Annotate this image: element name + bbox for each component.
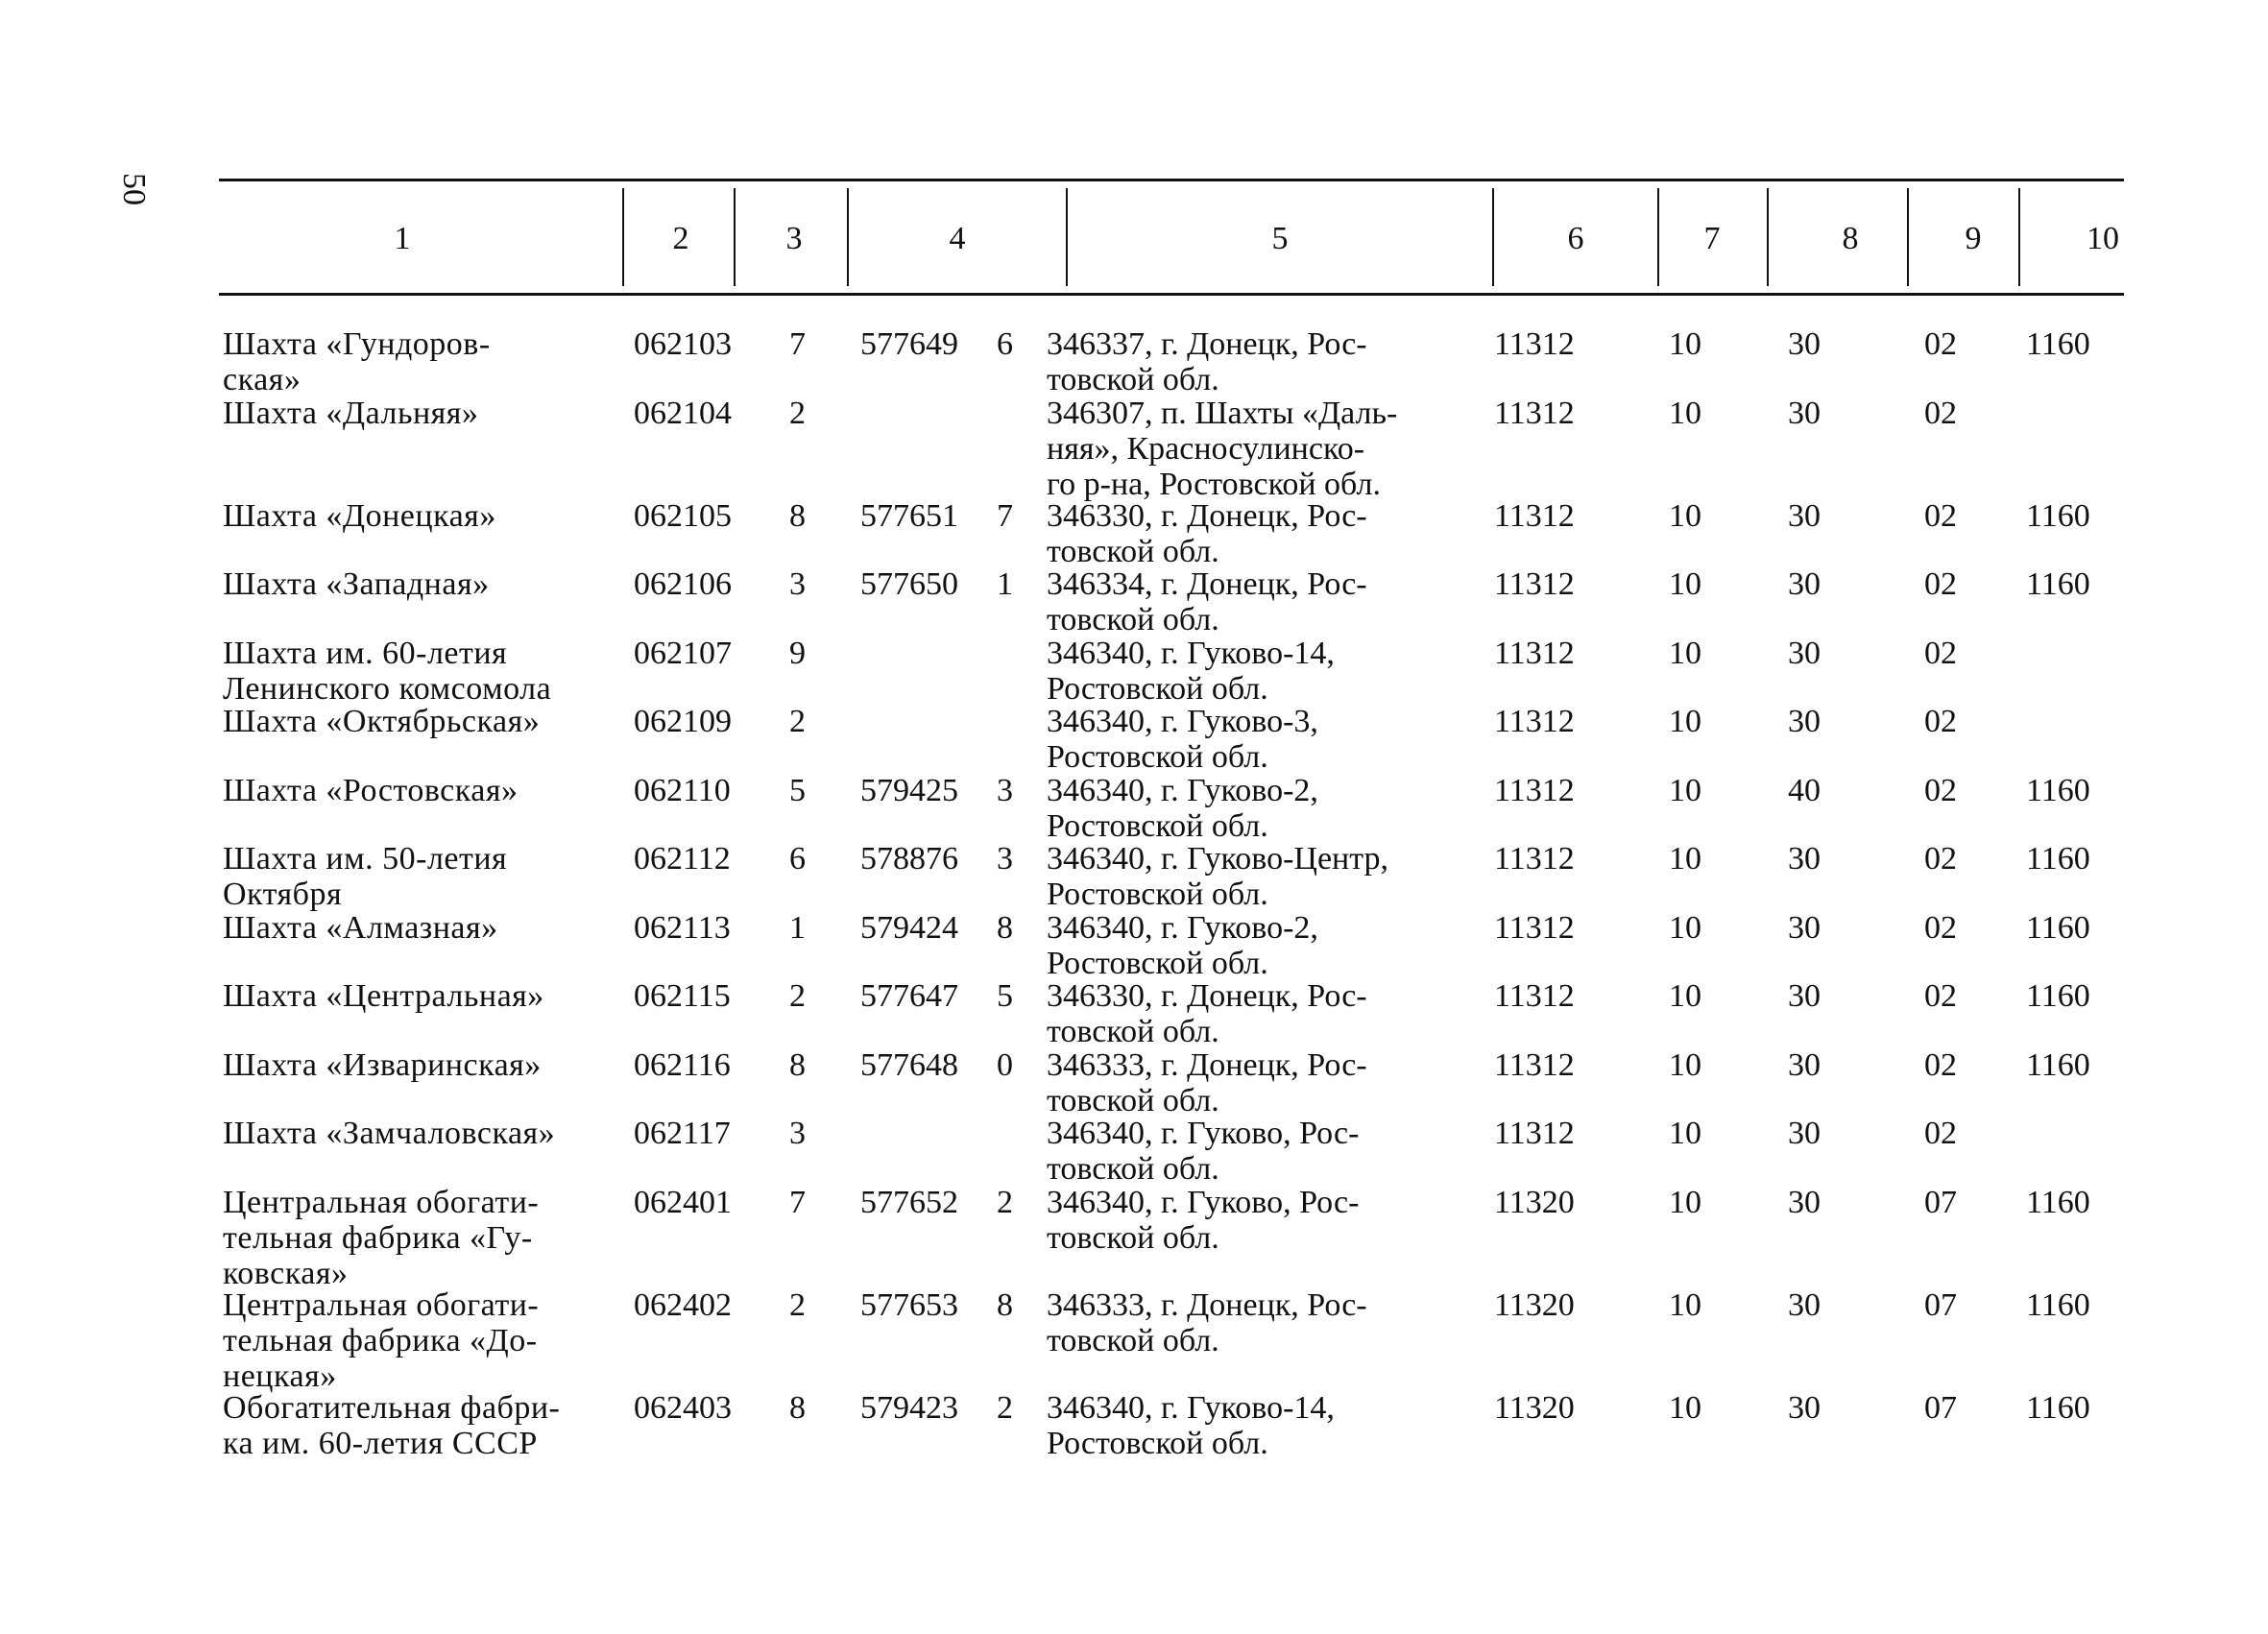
address-line: 346340, г. Гуково-14, bbox=[1047, 635, 1335, 671]
table-row bbox=[0, 1390, 2268, 1461]
col-10-value: 1160 bbox=[2026, 909, 2090, 946]
header-divider bbox=[1657, 188, 1659, 286]
col-8-value: 30 bbox=[1788, 497, 1821, 534]
enterprise-name-line: Шахта «Донецкая» bbox=[223, 497, 496, 534]
address-line: Ростовской обл. bbox=[1047, 670, 1268, 707]
okpo-code: 579423 bbox=[860, 1390, 958, 1427]
col-9-value: 02 bbox=[1924, 566, 1957, 603]
enterprise-name-line: Ленинского комсомола bbox=[223, 670, 552, 707]
col-9-value: 02 bbox=[1924, 326, 1957, 362]
enterprise-code: 062403 bbox=[634, 1390, 732, 1427]
check-digit: 8 bbox=[789, 1046, 806, 1083]
col-7-value: 10 bbox=[1669, 978, 1701, 1015]
check-digit: 5 bbox=[789, 772, 806, 808]
enterprise-code: 062109 bbox=[634, 704, 732, 740]
col-9-value: 02 bbox=[1924, 497, 1957, 534]
enterprise-code: 062110 bbox=[634, 772, 731, 808]
enterprise-name bbox=[223, 1390, 616, 1461]
col-7-value: 10 bbox=[1669, 909, 1701, 946]
enterprise-name-line: Центральная обогати- bbox=[223, 1287, 540, 1324]
header-col-1: 1 bbox=[394, 221, 411, 256]
col-6-value: 11312 bbox=[1494, 1046, 1575, 1083]
enterprise-code: 062106 bbox=[634, 566, 732, 603]
okpo-code: 577652 bbox=[860, 1184, 958, 1220]
col-8-value: 30 bbox=[1788, 909, 1821, 946]
col-7-value: 10 bbox=[1669, 395, 1701, 431]
address bbox=[1047, 704, 1479, 775]
enterprise-name-line: тельная фабрика «Гу- bbox=[223, 1219, 533, 1256]
address-line: 346340, г. Гуково-3, bbox=[1047, 704, 1318, 740]
enterprise-code: 062117 bbox=[634, 1116, 731, 1152]
enterprise-code: 062104 bbox=[634, 395, 732, 431]
enterprise-name-line: Шахта «Гундоров- bbox=[223, 326, 491, 362]
enterprise-name-line: Шахта «Западная» bbox=[223, 566, 490, 603]
check-digit: 2 bbox=[789, 704, 806, 740]
address-line: Ростовской обл. bbox=[1047, 877, 1268, 913]
table-row bbox=[0, 1047, 2268, 1118]
col-10-value: 1160 bbox=[2026, 497, 2090, 534]
col-10-value: 1160 bbox=[2026, 978, 2090, 1015]
address-line: товской обл. bbox=[1047, 1082, 1219, 1118]
enterprise-name-line: ковская» bbox=[223, 1255, 349, 1291]
address bbox=[1047, 566, 1479, 637]
enterprise-name bbox=[223, 1185, 616, 1291]
table-row bbox=[0, 396, 2268, 502]
okpo-check-digit: 3 bbox=[997, 841, 1013, 877]
header-col-9: 9 bbox=[1965, 221, 1982, 256]
enterprise-name bbox=[223, 910, 616, 946]
enterprise-code: 062105 bbox=[634, 497, 732, 534]
enterprise-name-line: Шахта «Центральная» bbox=[223, 978, 544, 1015]
col-10-value: 1160 bbox=[2026, 772, 2090, 808]
address bbox=[1047, 1287, 1479, 1358]
enterprise-name bbox=[223, 773, 616, 808]
col-8-value: 30 bbox=[1788, 1116, 1821, 1152]
check-digit: 1 bbox=[789, 909, 806, 946]
table-row bbox=[0, 1185, 2268, 1291]
header-col-2: 2 bbox=[672, 221, 689, 256]
address-line: 346340, г. Гуково-2, bbox=[1047, 909, 1318, 946]
check-digit: 2 bbox=[789, 1287, 806, 1324]
address-line: товской обл. bbox=[1047, 1219, 1219, 1256]
table-top-rule bbox=[219, 179, 2124, 181]
col-7-value: 10 bbox=[1669, 1046, 1701, 1083]
table-row bbox=[0, 841, 2268, 912]
col-8-value: 30 bbox=[1788, 704, 1821, 740]
enterprise-name bbox=[223, 841, 616, 912]
col-9-value: 02 bbox=[1924, 772, 1957, 808]
col-6-value: 11312 bbox=[1494, 497, 1575, 534]
col-8-value: 30 bbox=[1788, 566, 1821, 603]
header-divider bbox=[1907, 188, 1909, 286]
header-divider bbox=[622, 188, 624, 286]
enterprise-name-line: Шахта им. 60-летия bbox=[223, 635, 508, 671]
col-9-value: 02 bbox=[1924, 909, 1957, 946]
header-col-5: 5 bbox=[1271, 221, 1289, 256]
header-col-10: 10 bbox=[2087, 221, 2119, 256]
check-digit: 3 bbox=[789, 1116, 806, 1152]
address-line: 346333, г. Донецк, Рос- bbox=[1047, 1046, 1367, 1083]
table-row bbox=[0, 978, 2268, 1049]
col-10-value: 1160 bbox=[2026, 566, 2090, 603]
enterprise-name-line: Шахта «Алмазная» bbox=[223, 909, 498, 946]
col-7-value: 10 bbox=[1669, 704, 1701, 740]
okpo-code: 577653 bbox=[860, 1287, 958, 1324]
address-line: 346337, г. Донецк, Рос- bbox=[1047, 326, 1367, 362]
col-10-value: 1160 bbox=[2026, 1184, 2090, 1220]
check-digit: 8 bbox=[789, 497, 806, 534]
table-row bbox=[0, 1287, 2268, 1394]
col-7-value: 10 bbox=[1669, 1184, 1701, 1220]
col-6-value: 11320 bbox=[1494, 1390, 1575, 1427]
enterprise-name-line: Октября bbox=[223, 877, 343, 913]
col-8-value: 30 bbox=[1788, 1390, 1821, 1427]
address-line: Ростовской обл. bbox=[1047, 1426, 1268, 1462]
enterprise-code: 062115 bbox=[634, 978, 731, 1015]
address-line: 346340, г. Гуково-2, bbox=[1047, 772, 1318, 808]
enterprise-name bbox=[223, 1287, 616, 1394]
enterprise-name bbox=[223, 978, 616, 1014]
table-header-bottom-rule bbox=[219, 293, 2124, 296]
col-7-value: 10 bbox=[1669, 1390, 1701, 1427]
address bbox=[1047, 636, 1479, 707]
col-9-value: 07 bbox=[1924, 1390, 1957, 1427]
enterprise-name bbox=[223, 396, 616, 431]
address bbox=[1047, 326, 1479, 397]
address bbox=[1047, 978, 1479, 1049]
header-divider bbox=[1767, 188, 1769, 286]
address bbox=[1047, 841, 1479, 912]
header-divider bbox=[847, 188, 849, 286]
okpo-check-digit: 2 bbox=[997, 1390, 1013, 1427]
col-9-value: 07 bbox=[1924, 1184, 1957, 1220]
enterprise-name-line: Шахта «Изваринская» bbox=[223, 1046, 542, 1083]
okpo-check-digit: 8 bbox=[997, 1287, 1013, 1324]
enterprise-code: 062107 bbox=[634, 635, 732, 671]
address-line: 346340, г. Гуково, Рос- bbox=[1047, 1116, 1360, 1152]
col-8-value: 30 bbox=[1788, 1287, 1821, 1324]
col-8-value: 30 bbox=[1788, 635, 1821, 671]
table-row bbox=[0, 498, 2268, 569]
col-8-value: 30 bbox=[1788, 1184, 1821, 1220]
address-line: товской обл. bbox=[1047, 1014, 1219, 1050]
col-7-value: 10 bbox=[1669, 635, 1701, 671]
okpo-check-digit: 3 bbox=[997, 772, 1013, 808]
address-line: го р-на, Ростовской обл. bbox=[1047, 466, 1381, 502]
enterprise-code: 062103 bbox=[634, 326, 732, 362]
enterprise-name-line: тельная фабрика «До- bbox=[223, 1323, 538, 1359]
page-number: 50 bbox=[116, 173, 152, 205]
address-line: 346307, п. Шахты «Даль- bbox=[1047, 395, 1398, 431]
col-6-value: 11312 bbox=[1494, 326, 1575, 362]
table-row bbox=[0, 1116, 2268, 1187]
address-line: Ростовской обл. bbox=[1047, 945, 1268, 981]
address-line: 346334, г. Донецк, Рос- bbox=[1047, 566, 1367, 603]
table-row bbox=[0, 566, 2268, 637]
col-6-value: 11312 bbox=[1494, 566, 1575, 603]
enterprise-name-line: Центральная обогати- bbox=[223, 1184, 540, 1220]
col-9-value: 02 bbox=[1924, 1046, 1957, 1083]
address-line: товской обл. bbox=[1047, 1151, 1219, 1188]
col-10-value: 1160 bbox=[2026, 1046, 2090, 1083]
col-8-value: 30 bbox=[1788, 326, 1821, 362]
enterprise-name-line: ская» bbox=[223, 362, 302, 397]
header-col-8: 8 bbox=[1842, 221, 1859, 256]
okpo-code: 577649 bbox=[860, 326, 958, 362]
col-8-value: 30 bbox=[1788, 978, 1821, 1015]
col-9-value: 02 bbox=[1924, 1116, 1957, 1152]
col-10-value: 1160 bbox=[2026, 326, 2090, 362]
address bbox=[1047, 773, 1479, 844]
okpo-code: 577648 bbox=[860, 1046, 958, 1083]
col-6-value: 11312 bbox=[1494, 1116, 1575, 1152]
col-6-value: 11312 bbox=[1494, 909, 1575, 946]
enterprise-name-line: Обогатительная фабри- bbox=[223, 1390, 561, 1427]
address bbox=[1047, 1116, 1479, 1187]
address bbox=[1047, 396, 1479, 502]
enterprise-name bbox=[223, 326, 616, 397]
col-8-value: 30 bbox=[1788, 395, 1821, 431]
table-row bbox=[0, 773, 2268, 844]
check-digit: 6 bbox=[789, 841, 806, 877]
check-digit: 8 bbox=[789, 1390, 806, 1427]
header-divider bbox=[734, 188, 736, 286]
okpo-check-digit: 5 bbox=[997, 978, 1013, 1015]
header-divider bbox=[1066, 188, 1068, 286]
address bbox=[1047, 1185, 1479, 1256]
address-line: товской обл. bbox=[1047, 602, 1219, 638]
address bbox=[1047, 1047, 1479, 1118]
col-10-value: 1160 bbox=[2026, 841, 2090, 877]
col-10-value: 1160 bbox=[2026, 1390, 2090, 1427]
enterprise-name-line: ка им. 60-летия СССР bbox=[223, 1426, 538, 1462]
check-digit: 9 bbox=[789, 635, 806, 671]
okpo-check-digit: 7 bbox=[997, 497, 1013, 534]
col-7-value: 10 bbox=[1669, 1287, 1701, 1324]
header-divider bbox=[2018, 188, 2020, 286]
enterprise-name bbox=[223, 1047, 616, 1083]
enterprise-name bbox=[223, 636, 616, 707]
col-8-value: 40 bbox=[1788, 772, 1821, 808]
table-row bbox=[0, 704, 2268, 775]
okpo-code: 577651 bbox=[860, 497, 958, 534]
check-digit: 2 bbox=[789, 978, 806, 1015]
col-9-value: 07 bbox=[1924, 1287, 1957, 1324]
col-8-value: 30 bbox=[1788, 1046, 1821, 1083]
address-line: товской обл. bbox=[1047, 362, 1219, 397]
col-9-value: 02 bbox=[1924, 395, 1957, 431]
col-6-value: 11312 bbox=[1494, 978, 1575, 1015]
col-6-value: 11320 bbox=[1494, 1287, 1575, 1324]
check-digit: 2 bbox=[789, 395, 806, 431]
col-10-value: 1160 bbox=[2026, 1287, 2090, 1324]
enterprise-code: 062112 bbox=[634, 841, 731, 877]
check-digit: 7 bbox=[789, 326, 806, 362]
col-8-value: 30 bbox=[1788, 841, 1821, 877]
enterprise-code: 062116 bbox=[634, 1046, 731, 1083]
okpo-check-digit: 0 bbox=[997, 1046, 1013, 1083]
okpo-check-digit: 8 bbox=[997, 909, 1013, 946]
header-col-7: 7 bbox=[1703, 221, 1721, 256]
header-col-3: 3 bbox=[785, 221, 803, 256]
enterprise-name-line: Шахта «Октябрьская» bbox=[223, 704, 541, 740]
col-6-value: 11312 bbox=[1494, 395, 1575, 431]
enterprise-name bbox=[223, 1116, 616, 1151]
col-7-value: 10 bbox=[1669, 772, 1701, 808]
address-line: Ростовской обл. bbox=[1047, 739, 1268, 776]
col-6-value: 11312 bbox=[1494, 635, 1575, 671]
col-7-value: 10 bbox=[1669, 326, 1701, 362]
enterprise-code: 062113 bbox=[634, 909, 731, 946]
okpo-check-digit: 2 bbox=[997, 1184, 1013, 1220]
table-row bbox=[0, 326, 2268, 397]
address-line: товской обл. bbox=[1047, 533, 1219, 569]
col-6-value: 11312 bbox=[1494, 704, 1575, 740]
col-9-value: 02 bbox=[1924, 841, 1957, 877]
col-9-value: 02 bbox=[1924, 635, 1957, 671]
okpo-code: 579424 bbox=[860, 909, 958, 946]
enterprise-code: 062401 bbox=[634, 1184, 732, 1220]
okpo-code: 577647 bbox=[860, 978, 958, 1015]
okpo-check-digit: 1 bbox=[997, 566, 1013, 603]
col-6-value: 11320 bbox=[1494, 1184, 1575, 1220]
check-digit: 7 bbox=[789, 1184, 806, 1220]
table-row bbox=[0, 910, 2268, 981]
header-col-6: 6 bbox=[1567, 221, 1584, 256]
address-line: 346340, г. Гуково-Центр, bbox=[1047, 841, 1389, 877]
address-line: 346340, г. Гуково, Рос- bbox=[1047, 1184, 1360, 1220]
enterprise-name-line: Шахта «Дальняя» bbox=[223, 395, 479, 431]
address-line: 346333, г. Донецк, Рос- bbox=[1047, 1287, 1367, 1324]
enterprise-name bbox=[223, 498, 616, 534]
table-row bbox=[0, 636, 2268, 707]
header-divider bbox=[1492, 188, 1494, 286]
address-line: няя», Красносулинско- bbox=[1047, 430, 1365, 467]
col-9-value: 02 bbox=[1924, 978, 1957, 1015]
col-7-value: 10 bbox=[1669, 841, 1701, 877]
address-line: Ростовской обл. bbox=[1047, 807, 1268, 844]
col-7-value: 10 bbox=[1669, 566, 1701, 603]
check-digit: 3 bbox=[789, 566, 806, 603]
address bbox=[1047, 1390, 1479, 1461]
okpo-code: 579425 bbox=[860, 772, 958, 808]
col-6-value: 11312 bbox=[1494, 841, 1575, 877]
okpo-check-digit: 6 bbox=[997, 326, 1013, 362]
enterprise-name bbox=[223, 566, 616, 602]
table-header bbox=[0, 182, 2268, 292]
col-9-value: 02 bbox=[1924, 704, 1957, 740]
address-line: 346330, г. Донецк, Рос- bbox=[1047, 978, 1367, 1015]
address bbox=[1047, 910, 1479, 981]
enterprise-name bbox=[223, 704, 616, 739]
address bbox=[1047, 498, 1479, 569]
header-col-4: 4 bbox=[949, 221, 966, 256]
col-7-value: 10 bbox=[1669, 1116, 1701, 1152]
col-7-value: 10 bbox=[1669, 497, 1701, 534]
address-line: товской обл. bbox=[1047, 1323, 1219, 1359]
okpo-code: 578876 bbox=[860, 841, 958, 877]
enterprise-name-line: Шахта «Ростовская» bbox=[223, 772, 519, 808]
address-line: 346330, г. Донецк, Рос- bbox=[1047, 497, 1367, 534]
enterprise-name-line: Шахта им. 50-летия bbox=[223, 841, 508, 877]
enterprise-code: 062402 bbox=[634, 1287, 732, 1324]
enterprise-name-line: нецкая» bbox=[223, 1358, 337, 1395]
enterprise-name-line: Шахта «Замчаловская» bbox=[223, 1116, 556, 1152]
okpo-code: 577650 bbox=[860, 566, 958, 603]
col-6-value: 11312 bbox=[1494, 772, 1575, 808]
address-line: 346340, г. Гуково-14, bbox=[1047, 1390, 1335, 1427]
